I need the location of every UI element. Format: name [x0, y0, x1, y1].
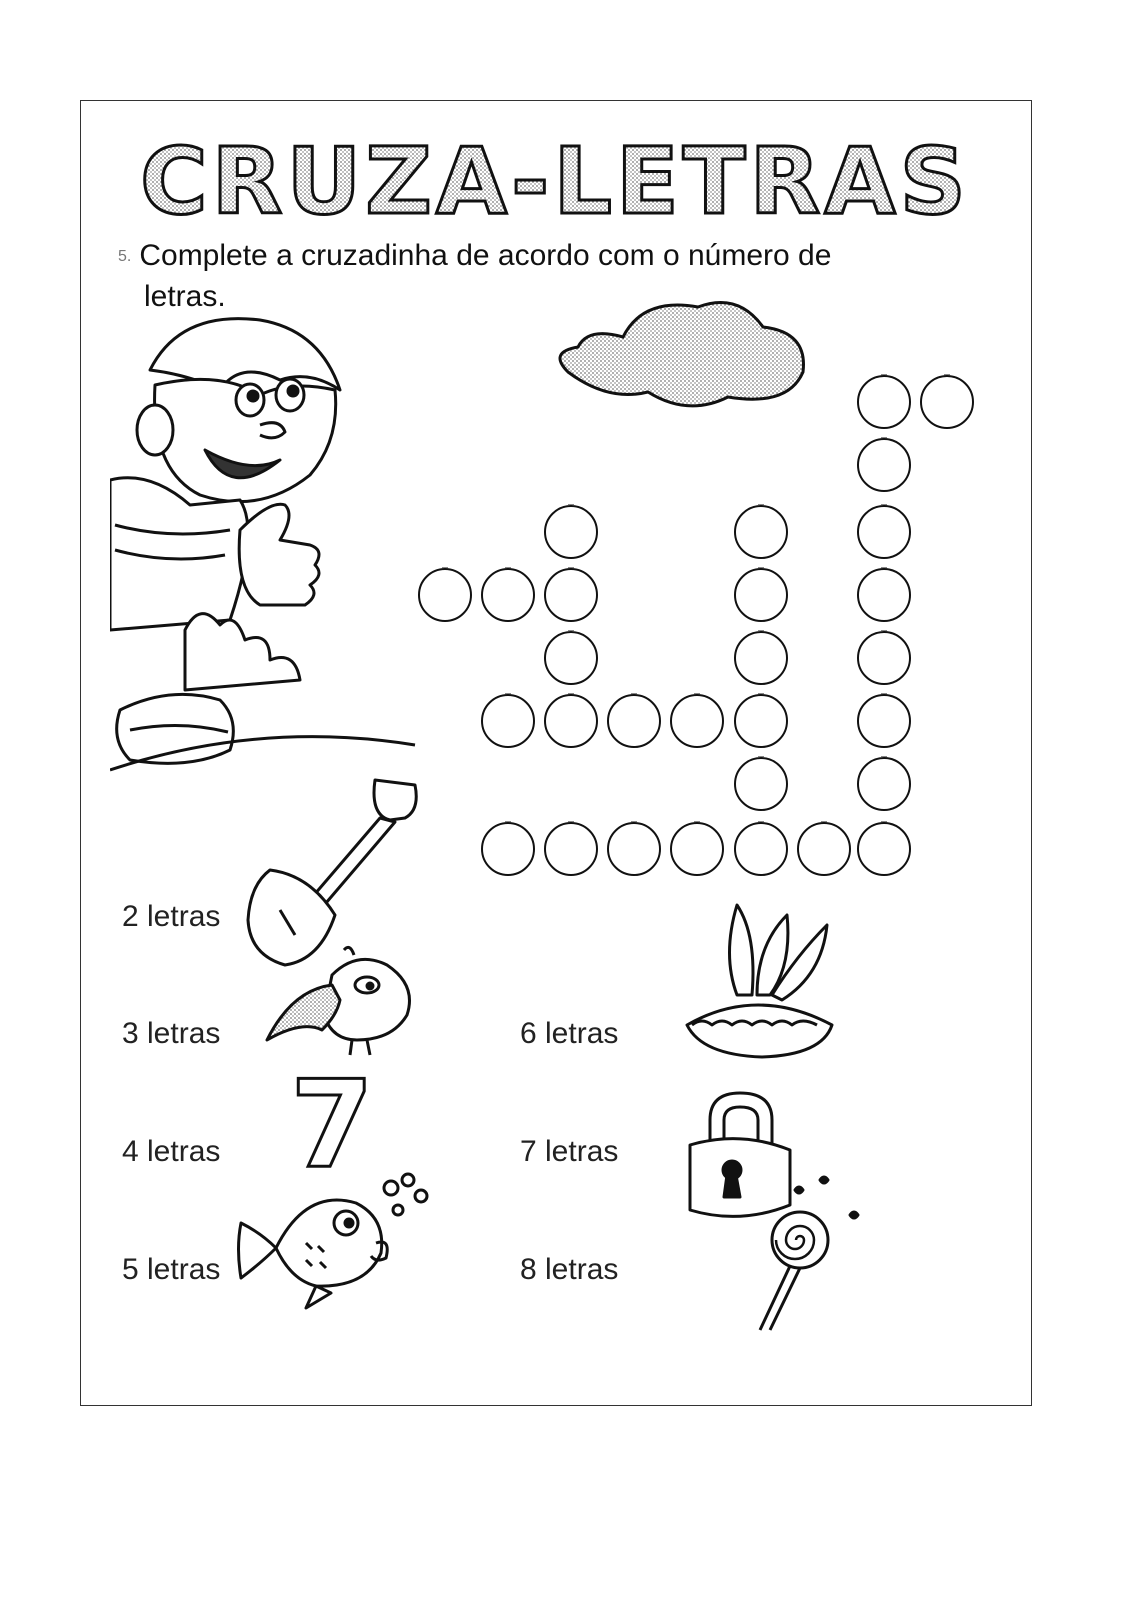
crossword-cell[interactable] [734, 568, 788, 622]
pastry-icon [682, 895, 842, 1065]
instruction-line-2: letras. [144, 280, 226, 314]
boy-illustration [110, 300, 420, 800]
bird-icon [262, 945, 422, 1060]
crossword-cell[interactable] [734, 757, 788, 811]
crossword-cell[interactable] [481, 694, 535, 748]
exercise-number: 5. [118, 248, 132, 266]
fish-icon [236, 1168, 436, 1313]
crossword-cell[interactable] [607, 694, 661, 748]
crossword-cell[interactable] [734, 694, 788, 748]
crossword-cell[interactable] [797, 822, 851, 876]
crossword-cell[interactable] [607, 822, 661, 876]
crossword-cell[interactable] [544, 822, 598, 876]
clue-label-6: 6 letras [520, 1017, 619, 1050]
crossword-cell[interactable] [481, 822, 535, 876]
crossword-cell[interactable] [418, 568, 472, 622]
crossword-cell[interactable] [857, 822, 911, 876]
clue-label-5: 5 letras [122, 1253, 221, 1286]
crossword-cell[interactable] [857, 631, 911, 685]
crossword-cell[interactable] [670, 822, 724, 876]
crossword-cell[interactable] [481, 568, 535, 622]
crossword-cell[interactable] [544, 694, 598, 748]
title-banner [140, 125, 970, 230]
crossword-cell[interactable] [857, 757, 911, 811]
crossword-cell[interactable] [734, 631, 788, 685]
crossword-cell[interactable] [920, 375, 974, 429]
crossword-cell[interactable] [734, 505, 788, 559]
number-seven-icon [290, 1068, 375, 1173]
crossword-cell[interactable] [857, 568, 911, 622]
crossword-cell[interactable] [544, 505, 598, 559]
crossword-cell[interactable] [857, 375, 911, 429]
seven-glyph: 7 [290, 1068, 374, 1173]
crossword-cell[interactable] [857, 438, 911, 492]
crossword-cell[interactable] [544, 568, 598, 622]
crossword-cell[interactable] [670, 694, 724, 748]
shovel-icon [240, 770, 430, 970]
clue-label-3: 3 letras [122, 1017, 221, 1050]
clue-label-7: 7 letras [520, 1135, 619, 1168]
page-title: CRUZA-LETRAS [140, 128, 970, 230]
crossword-cell[interactable] [857, 505, 911, 559]
clue-label-4: 4 letras [122, 1135, 221, 1168]
crossword-cell[interactable] [857, 694, 911, 748]
crossword-cell[interactable] [544, 631, 598, 685]
instruction-line-1: Complete a cruzadinha de acordo com o número de [139, 239, 832, 272]
clue-label-2: 2 letras [122, 900, 221, 933]
cloud-illustration [548, 292, 818, 417]
clue-label-8: 8 letras [520, 1253, 619, 1286]
crossword-cell[interactable] [734, 822, 788, 876]
lollipop-icon [755, 1170, 880, 1335]
